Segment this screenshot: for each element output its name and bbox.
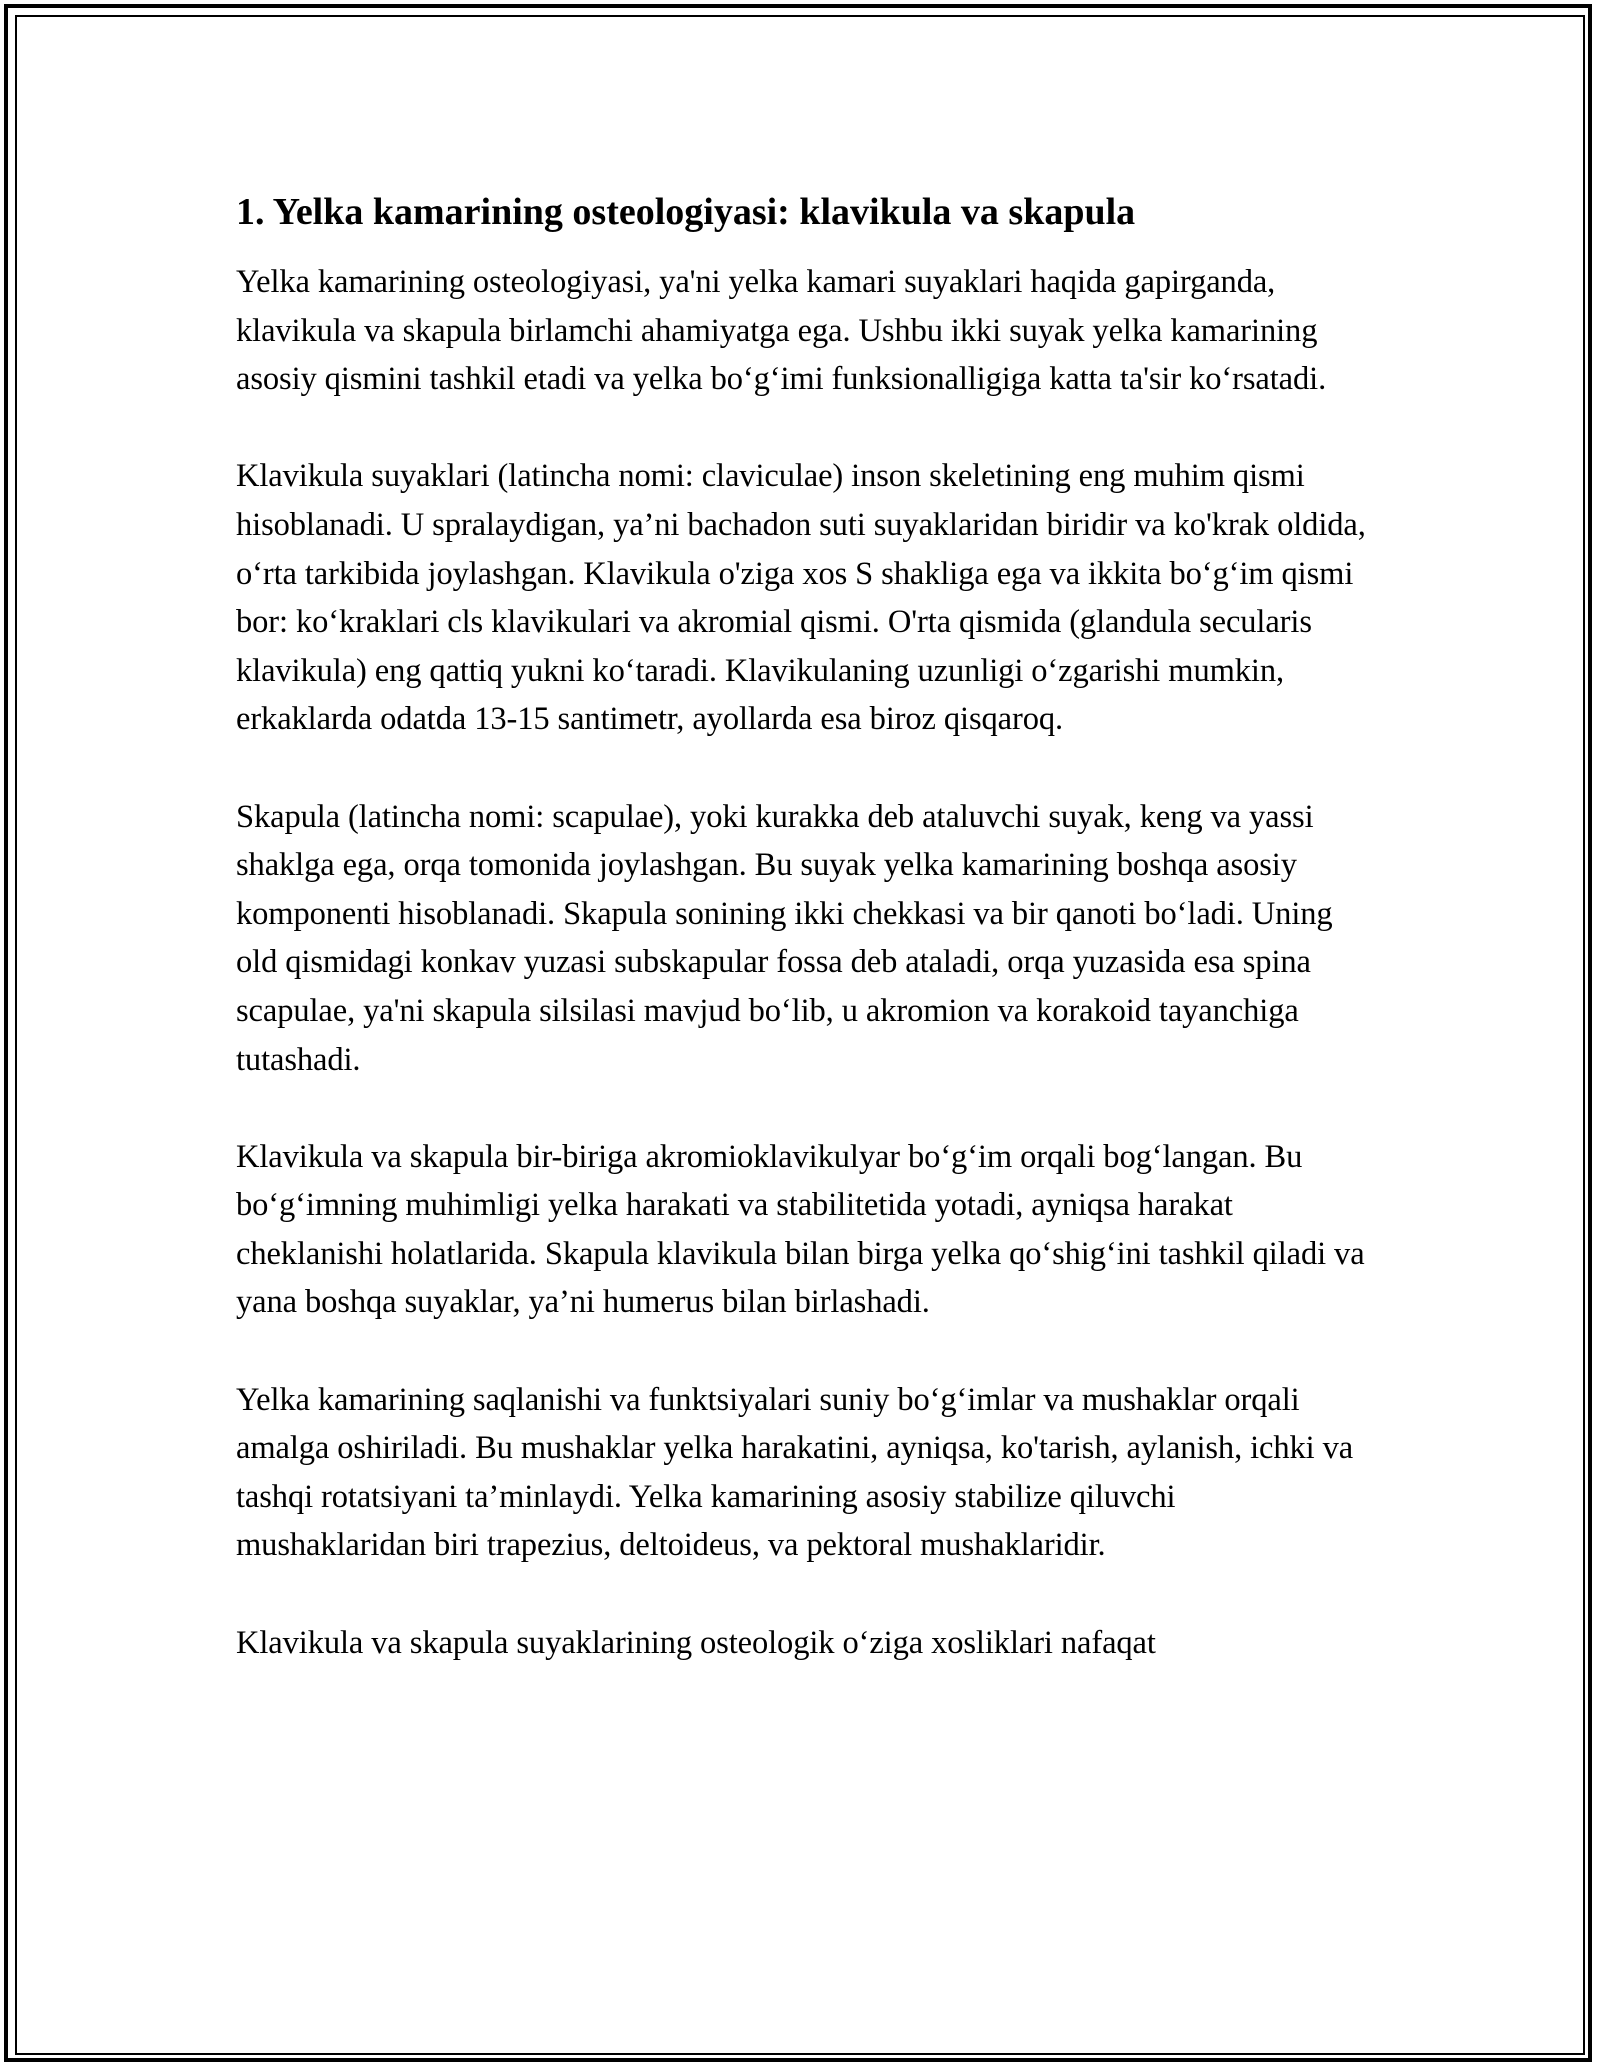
paragraph-muscles: Yelka kamarining saqlanishi va funktsiyalari suniy bo‘g‘imlar va mushaklar orqali amalga oshiriladi. Bu mushaklar yelka harakatini, ayniqsa, ko'tarish, aylanish, ichki va tashqi rotatsiyani ta’minlaydi. Yelka kamarining asosiy stabilize qiluvchi mushaklaridan biri trapezius, deltoideus, va pektoral mushaklaridir. (236, 1381, 1354, 1564)
paragraph-intro: Yelka kamarining osteologiyasi, ya'ni yelka kamari suyaklari haqida gapirganda, klavikula va skapula birlamchi ahamiyatga ega. Ushbu ikki suyak yelka kamarining asosiy qismini tashkil etadi va yelka bo‘g‘imi funksionalligiga katta ta'sir ko‘rsatadi. (236, 264, 1327, 398)
paragraph-clavicle: Klavikula suyaklari (latincha nomi: claviculae) inson skeletining eng muhim qismi hisoblanadi. U spralaydigan, ya’ni bachadon suti suyaklaridan biridir va ko'krak oldida, o‘rta tarkibida joylashgan. Klavikula o'ziga xos S shakliga ega va ikkita bo‘g‘im qismi bor: ko‘kraklari cls klavikulari va akromial qismi. O'rta qismida (glandula secularis klavikula) eng qattiq yukni ko‘taradi. Klavikulaning uzunligi o‘zgarishi mumkin, erkaklarda odatda 13-15 santimetr, ayollarda esa biroz qisqaroq. (236, 458, 1366, 738)
document-page (236, 180, 1368, 1667)
section-heading: 1. Yelka kamarining osteologiyasi: klavikula va skapula (236, 191, 1136, 233)
paragraph-scapula: Skapula (latincha nomi: scapulae), yoki kurakka deb ataluvchi suyak, keng va yassi shaklga ega, orqa tomonida joylashgan. Bu suyak yelka kamarining boshqa asosiy komponenti hisoblanadi. Skapula sonining ikki chekkasi va bir qanoti bo‘ladi. Uning old qismidagi konkav yuzasi subskapular fossa deb ataladi, orqa yuzasida esa spina scapulae, ya'ni skapula silsilasi mavjud bo‘lib, u akromion va korakoid tayanchiga tutashadi. (236, 798, 1333, 1078)
paragraph-acromioclavicular-joint: Klavikula va skapula bir-biriga akromioklavikulyar bo‘g‘im orqali bog‘langan. Bu bo‘g‘imning muhimligi yelka harakati va stabilitetida yotadi, ayniqsa harakat cheklanishi holatlarida. Skapula klavikula bilan birga yelka qo‘shig‘ini tashkil qiladi va yana boshqa suyaklar, ya’ni humerus bilan birlashadi. (236, 1138, 1365, 1321)
paragraph-continued: Klavikula va skapula suyaklarining osteologik o‘ziga xosliklari nafaqat (236, 1624, 1156, 1661)
